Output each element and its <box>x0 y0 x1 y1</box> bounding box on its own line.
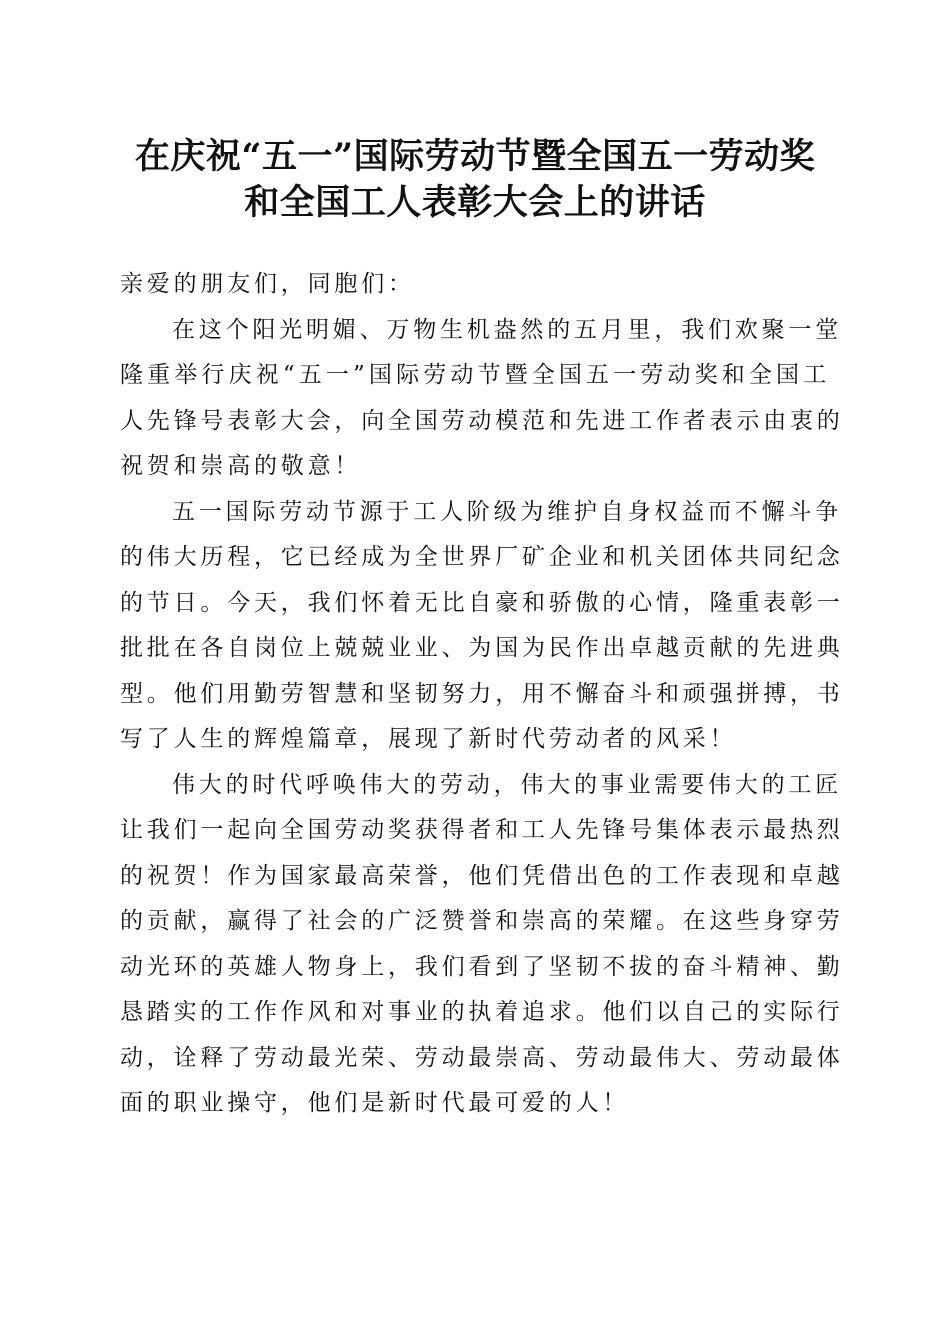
paragraph-line: 让我们一起向全国劳动奖获得者和工人先锋号集体表示最热烈 <box>120 817 844 843</box>
paragraph-1 <box>120 308 844 490</box>
paragraph-line: 伟大的时代呼唤伟大的劳动，伟大的事业需要伟大的工匠 <box>172 771 842 798</box>
document-title <box>100 134 850 226</box>
paragraph-line: 动光环的英雄人物身上，我们看到了坚韧不拔的奋斗精神、勤 <box>120 953 844 980</box>
salutation: 亲爱的朋友们，同胞们： <box>120 271 415 297</box>
paragraph-line: 面的职业操守，他们是新时代最可爱的人！ <box>120 1090 630 1116</box>
paragraph-line: 动，诠释了劳动最光荣、劳动最崇高、劳动最伟大、劳动最体 <box>120 1044 844 1071</box>
title-line: 在庆祝“五一”国际劳动节暨全国五一劳动奖 <box>134 136 816 177</box>
paragraph-3 <box>120 763 844 1127</box>
paragraph-line: 写了人生的辉煌篇章，展现了新时代劳动者的风采！ <box>120 726 737 752</box>
document-body <box>120 262 844 1127</box>
paragraph-line: 恳踏实的工作作风和对事业的执着追求。他们以自己的实际行 <box>120 999 844 1025</box>
paragraph-2 <box>120 490 844 763</box>
paragraph-line: 的伟大历程，它已经成为全世界厂矿企业和机关团体共同纪念 <box>120 544 844 570</box>
paragraph-line: 的节日。今天，我们怀着无比自豪和骄傲的心情，隆重表彰一 <box>120 589 844 616</box>
paragraph-line: 祝贺和崇高的敬意！ <box>120 453 362 479</box>
paragraph-line: 批批在各自岗位上兢兢业业、为国为民作出卓越贡献的先进典 <box>120 635 844 661</box>
paragraph-line: 的贡献，赢得了社会的广泛赞誉和崇高的荣耀。在这些身穿劳 <box>120 908 844 934</box>
title-line: 和全国工人表彰大会上的讲话 <box>244 182 706 223</box>
paragraph-line: 人先锋号表彰大会，向全国劳动模范和先进工作者表示由衷的 <box>120 407 844 434</box>
paragraph-line: 在这个阳光明媚、万物生机盎然的五月里，我们欢聚一堂 <box>172 316 842 343</box>
paragraph-line: 五一国际劳动节源于工人阶级为维护自身权益而不懈斗争 <box>172 498 842 525</box>
paragraph-line: 隆重举行庆祝“五一”国际劳动节暨全国五一劳动奖和全国工 <box>120 362 830 388</box>
paragraph-line: 的祝贺！作为国家最高荣誉，他们凭借出色的工作表现和卓越 <box>120 862 844 889</box>
paragraph-line: 型。他们用勤劳智慧和坚韧努力，用不懈奋斗和顽强拼搏，书 <box>120 680 844 707</box>
